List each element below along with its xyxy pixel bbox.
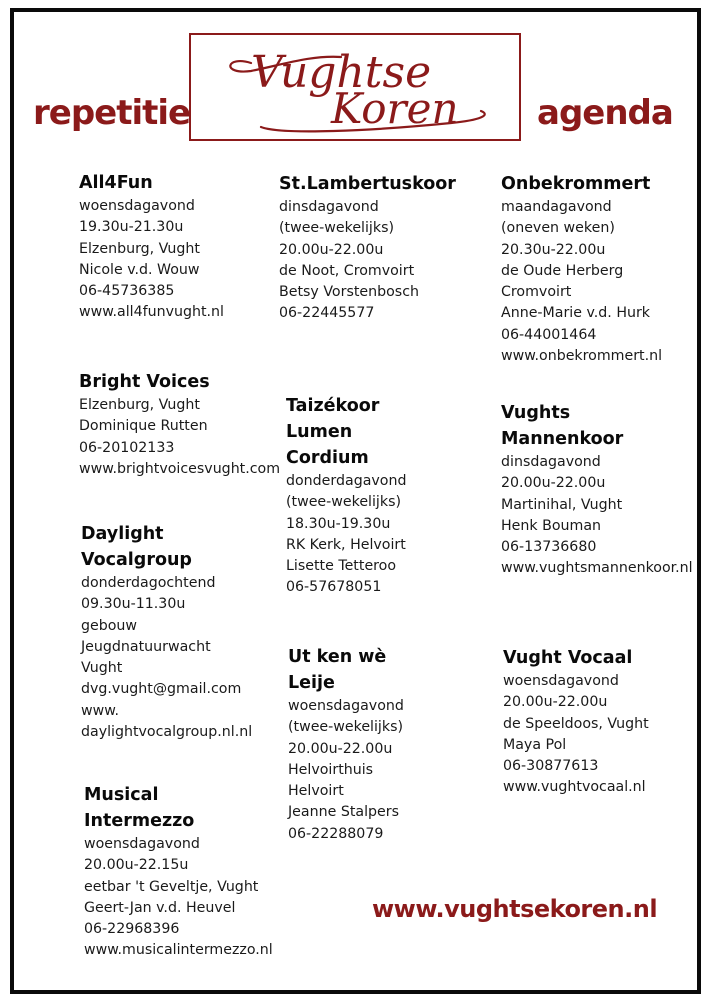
choir-detail: Dominique Rutten bbox=[79, 418, 208, 435]
choir-name: Vughts bbox=[501, 403, 571, 423]
choir-detail: 06-20102133 bbox=[79, 439, 175, 456]
choir-detail: (twee-wekelijks) bbox=[279, 220, 395, 237]
choir-entry bbox=[79, 170, 224, 324]
choir-detail: maandagavond bbox=[501, 199, 612, 215]
choir-entry bbox=[84, 782, 273, 962]
choir-detail: woensdagavond bbox=[84, 836, 200, 852]
choir-name: Ut ken wè bbox=[288, 647, 387, 667]
choir-name: All4Fun bbox=[79, 173, 153, 193]
choir-detail: Vught bbox=[81, 660, 123, 677]
choir-entry bbox=[81, 521, 252, 743]
choir-detail: Betsy Vorstenbosch bbox=[279, 284, 419, 301]
choir-detail: Elzenburg, Vught bbox=[79, 397, 200, 413]
choir-entry bbox=[279, 171, 456, 325]
choir-detail: (oneven weken) bbox=[501, 220, 615, 237]
choir-name: Musical bbox=[84, 785, 159, 805]
choir-entry bbox=[503, 645, 649, 799]
choir-contact-link[interactable]: www.brightvoicesvught.com bbox=[79, 460, 281, 477]
choir-entry bbox=[501, 171, 662, 367]
choir-detail: woensdagavond bbox=[288, 698, 404, 714]
choir-detail: Martinihal, Vught bbox=[501, 496, 623, 513]
choir-contact-link[interactable]: www.onbekrommert.nl bbox=[501, 348, 663, 365]
header-left-word: repetitie bbox=[33, 93, 191, 133]
logo-script-wordmark bbox=[191, 35, 523, 143]
choir-detail: donderdagochtend bbox=[81, 575, 216, 591]
choir-detail: 20.00u-22.00u bbox=[279, 241, 384, 258]
choir-name: Leije bbox=[288, 673, 335, 693]
choir-detail: Jeanne Stalpers bbox=[288, 804, 399, 821]
choir-name: Vocalgroup bbox=[81, 550, 192, 570]
choir-detail: eetbar 't Geveltje, Vught bbox=[84, 878, 259, 895]
choir-entry bbox=[79, 369, 280, 480]
choir-detail: Helvoirthuis bbox=[288, 761, 374, 778]
choir-detail: de Oude Herberg bbox=[501, 262, 624, 279]
choir-contact-link[interactable]: dvg.vught@gmail.com bbox=[81, 681, 242, 698]
choir-name: Mannenkoor bbox=[501, 429, 624, 449]
choir-name: St.Lambertuskoor bbox=[279, 174, 456, 194]
choir-detail: 06-13736680 bbox=[501, 539, 597, 556]
choir-detail: (twee-wekelijks) bbox=[286, 494, 402, 511]
choir-detail: 06-22968396 bbox=[84, 921, 180, 938]
choir-detail: Maya Pol bbox=[503, 736, 567, 753]
choir-name: Intermezzo bbox=[84, 811, 195, 831]
choir-detail: woensdagavond bbox=[503, 673, 619, 689]
choir-name: Onbekrommert bbox=[501, 174, 651, 194]
choir-entry bbox=[286, 393, 406, 599]
vughtse-koren-logo bbox=[189, 33, 521, 141]
choir-detail: 20.00u-22.00u bbox=[503, 694, 608, 711]
footer-website-link[interactable]: www.vughtsekoren.nl bbox=[372, 895, 658, 923]
choir-name: Taizékoor bbox=[286, 396, 380, 416]
choir-detail: 09.30u-11.30u bbox=[81, 596, 186, 613]
choir-detail: Jeugdnatuurwacht bbox=[81, 638, 211, 655]
choir-detail: Nicole v.d. Wouw bbox=[79, 261, 200, 278]
choir-contact-link[interactable]: www.musicalintermezzo.nl bbox=[84, 942, 273, 959]
choir-detail: 06-22445577 bbox=[279, 305, 375, 322]
choir-detail: 20.30u-22.00u bbox=[501, 241, 606, 258]
choir-detail: 20.00u-22.00u bbox=[288, 740, 393, 757]
choir-detail: 18.30u-19.30u bbox=[286, 515, 391, 532]
choir-contact-link[interactable]: www.all4funvught.nl bbox=[79, 304, 224, 321]
choir-entry bbox=[501, 400, 693, 580]
choir-detail: woensdagavond bbox=[79, 198, 195, 214]
choir-name: Lumen bbox=[286, 422, 353, 442]
choir-detail: gebouw bbox=[81, 617, 138, 634]
choir-detail: donderdagavond bbox=[286, 473, 407, 489]
choir-entry bbox=[288, 644, 404, 845]
choir-detail: Helvoirt bbox=[288, 783, 344, 800]
choir-detail: 20.00u-22.00u bbox=[501, 475, 606, 492]
choir-name: Bright Voices bbox=[79, 372, 210, 392]
choir-detail: Henk Bouman bbox=[501, 517, 602, 534]
choir-detail: (twee-wekelijks) bbox=[288, 719, 404, 736]
choir-detail: Geert-Jan v.d. Heuvel bbox=[84, 899, 236, 916]
choir-detail: de Speeldoos, Vught bbox=[503, 715, 649, 732]
choir-detail: daylightvocalgroup.nl.nl bbox=[81, 724, 253, 741]
choir-name: Daylight bbox=[81, 524, 164, 544]
choir-detail: dinsdagavond bbox=[501, 454, 601, 470]
choir-detail: 20.00u-22.15u bbox=[84, 857, 189, 874]
choir-detail: dinsdagavond bbox=[279, 199, 379, 215]
logo-line1: Vughtse bbox=[251, 47, 432, 98]
choir-detail: 06-22288079 bbox=[288, 825, 384, 842]
choir-name: Vught Vocaal bbox=[503, 648, 633, 668]
choir-detail: 06-57678051 bbox=[286, 579, 382, 596]
choir-detail: Anne-Marie v.d. Hurk bbox=[501, 305, 651, 322]
choir-detail: 06-30877613 bbox=[503, 758, 599, 775]
header-right-word: agenda bbox=[537, 93, 673, 133]
choir-contact-link[interactable]: www.vughtvocaal.nl bbox=[503, 779, 646, 796]
choir-detail: Elzenburg, Vught bbox=[79, 240, 200, 257]
choir-contact-link[interactable]: www.vughtsmannenkoor.nl bbox=[501, 560, 693, 577]
choir-detail: RK Kerk, Helvoirt bbox=[286, 536, 406, 553]
choir-detail: de Noot, Cromvoirt bbox=[279, 262, 415, 279]
choir-detail: 06-44001464 bbox=[501, 326, 597, 343]
choir-detail: Cromvoirt bbox=[501, 284, 572, 301]
choir-detail: 19.30u-21.30u bbox=[79, 219, 184, 236]
choir-name: Cordium bbox=[286, 448, 369, 468]
logo-line2: Koren bbox=[331, 84, 459, 133]
choir-contact-link[interactable]: www. bbox=[81, 702, 120, 719]
choir-detail: 06-45736385 bbox=[79, 283, 175, 300]
choir-detail: Lisette Tetteroo bbox=[286, 558, 397, 575]
